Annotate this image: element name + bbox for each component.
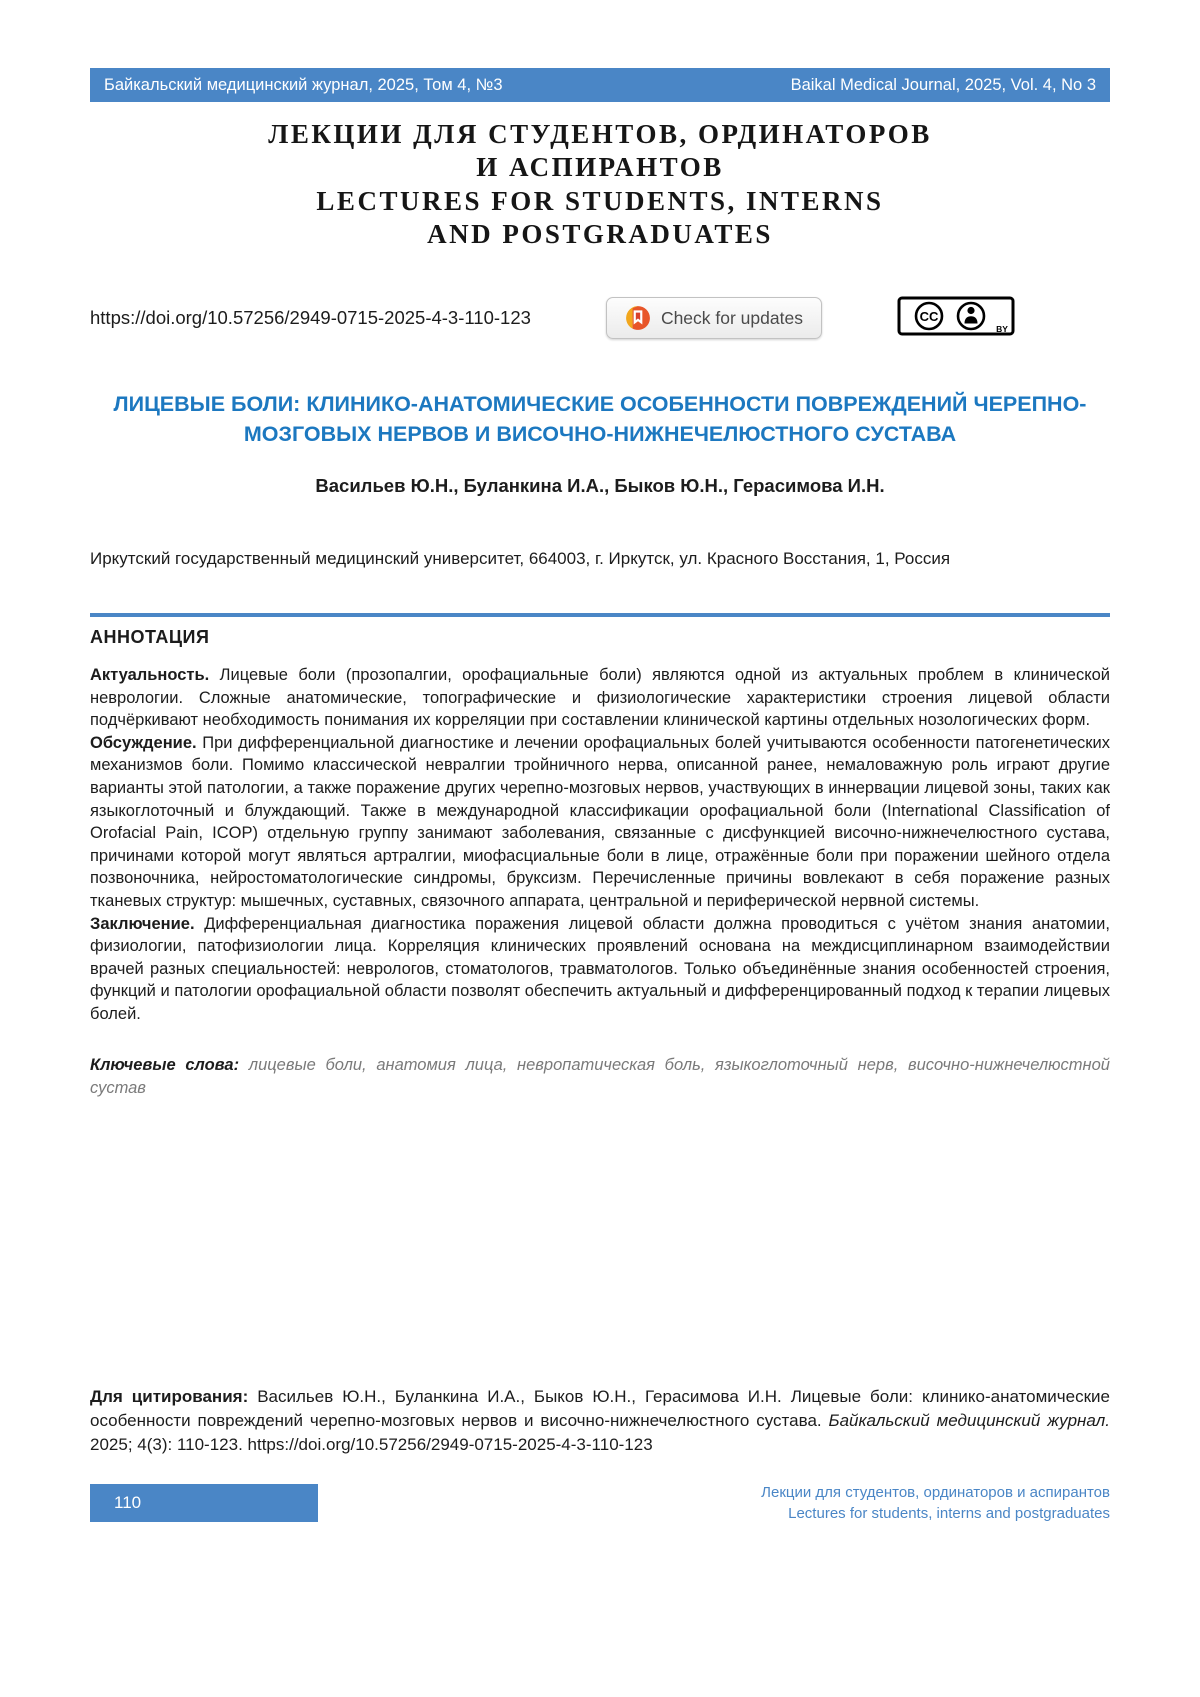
- citation-journal: Байкальский медицинский журнал.: [828, 1411, 1110, 1431]
- by-label: BY: [996, 323, 1008, 334]
- crossmark-icon: [625, 305, 651, 331]
- abstract-paragraph-discussion: [90, 732, 1110, 913]
- journal-header-bar: [90, 68, 1110, 102]
- section-title-line-1: ЛЕКЦИИ ДЛЯ СТУДЕНТОВ, ОРДИНАТОРОВ: [268, 119, 932, 149]
- paragraph-label: Актуальность.: [90, 666, 210, 685]
- check-for-updates-label: Check for updates: [660, 307, 803, 328]
- keywords-label: Ключевые слова:: [90, 1055, 240, 1074]
- paragraph-label: Обсуждение.: [90, 733, 197, 752]
- section-title-line-2: И АСПИРАНТОВ: [476, 152, 724, 183]
- abstract-divider: [90, 613, 1110, 617]
- page-number-box: [90, 1484, 318, 1522]
- abstract-body: [90, 664, 1110, 1026]
- doi-row: [90, 296, 1110, 341]
- page-number: 110: [114, 1493, 142, 1513]
- page-bottom-block: [90, 1385, 1110, 1525]
- footer-section-title-ru: Лекции для студентов, ординаторов и аспирантов: [761, 1483, 1110, 1501]
- paragraph-label: Заключение.: [90, 914, 195, 933]
- citation-tail: 2025; 4(3): 110-123. https://doi.org/10.57256/2949-0715-2025-4-3-110-123: [90, 1435, 653, 1455]
- paragraph-text: Лицевые боли (прозопалгии, орофациальные боли) являются одной из актуальных проблем в клинической неврологии. Сложные анатомические, топографические и физиологические характеристики строения лицевой области подчёркивают необходимость понимания их корреляции при составлении клинической картины отдельных нозологических форм.: [90, 666, 1110, 730]
- paragraph-text: При дифференциальной диагностике и лечении орофациальных болей учитываются особенности патогенетических механизмов боли. Помимо классической невралгии тройничного нерва, описанной ранее, немаловажную роль играют другие варианты этой патологии, а также поражение других черепно-мозговых нервов, участвующих в иннервации лицевой зоны, таких как языкоглоточный и блуждающий. Также в международной классификации орофациальной боли (International Classification of Orofacial Pain, ICOP) отдельную группу занимают заболевания, связанные с дисфункцией височно-нижнечелюстного сустава, причинами которой могут являться артралгии, миофасциальные боли в лице, отражённые боли при поражении шейного отдела позвоночника, нейростоматологические синдромы, бруксизм. Перечисленные причины вовлекают в себя поражение разных тканевых структур: мышечных, суставных, связочного аппарата, центральной и периферической нервной системы.: [90, 733, 1110, 910]
- footer-section-title: [761, 1482, 1110, 1526]
- footer-section-title-en: Lectures for students, interns and postgraduates: [788, 1505, 1110, 1523]
- article-affiliation: Иркутский государственный медицинский университет, 664003, г. Иркутск, ул. Красного Восстания, 1, Россия: [90, 549, 951, 569]
- journal-header-right: Baikal Medical Journal, 2025, Vol. 4, No 3: [790, 75, 1096, 94]
- abstract-paragraph-relevance: [90, 664, 1110, 732]
- paragraph-text: Дифференциальная диагностика поражения лицевой области должна проводиться с учётом знания анатомии, физиологии, патофизиологии лица. Корреляция клинических проявлений основана на междисциплинарном взаимодействии врачей разных специальностей: неврологов, стоматологов, травматологов. Только объединённые знания особенностей строения, функций и патологии орофациальной области позволят обеспечить актуальный и дифференцированный подход к терапии лицевых болей.: [90, 914, 1110, 1023]
- page-footer: [90, 1482, 1110, 1526]
- citation-label: Для цитирования:: [90, 1387, 249, 1407]
- citation-block: [90, 1385, 1110, 1457]
- section-title-line-4: AND POSTGRADUATES: [427, 219, 773, 250]
- cc-icon: CC: [919, 308, 939, 324]
- person-icon: [958, 303, 984, 329]
- article-title: ЛИЦЕВЫЕ БОЛИ: КЛИНИКО-АНАТОМИЧЕСКИЕ ОСОБЕННОСТИ ПОВРЕЖДЕНИЙ ЧЕРЕПНО-МОЗГОВЫХ НЕРВОВ И ВИСОЧНО-НИЖНЕЧЕЛЮСТНОГО СУСТАВА: [113, 391, 1087, 446]
- doi-link[interactable]: https://doi.org/10.57256/2949-0715-2025-4-3-110-123: [90, 307, 531, 329]
- citation-text: Васильев Ю.Н., Буланкина И.А., Быков Ю.Н., Герасимова И.Н. Лицевые боли: клинико-анатомические особенности повреждений черепно-мозговых нервов и височно-нижнечелюстного сустава.: [90, 1387, 1110, 1431]
- section-title-line-3: LECTURES FOR STUDENTS, INTERNS: [316, 185, 884, 216]
- abstract-paragraph-conclusion: [90, 913, 1110, 1026]
- check-for-updates-button[interactable]: [606, 297, 822, 339]
- keywords-text: лицевые боли, анатомия лица, невропатическая боль, языкоглоточный нерв, височно-нижнечелюстной сустав: [90, 1055, 1110, 1097]
- article-authors: Васильев Ю.Н., Буланкина И.А., Быков Ю.Н., Герасимова И.Н.: [315, 475, 885, 497]
- journal-header-left: Байкальский медицинский журнал, 2025, Том 4, №3: [104, 75, 503, 94]
- section-title: [90, 118, 1110, 252]
- cc-by-badge[interactable]: [897, 296, 1015, 341]
- abstract-heading: АННОТАЦИЯ: [90, 627, 210, 648]
- keywords-block: [90, 1054, 1110, 1100]
